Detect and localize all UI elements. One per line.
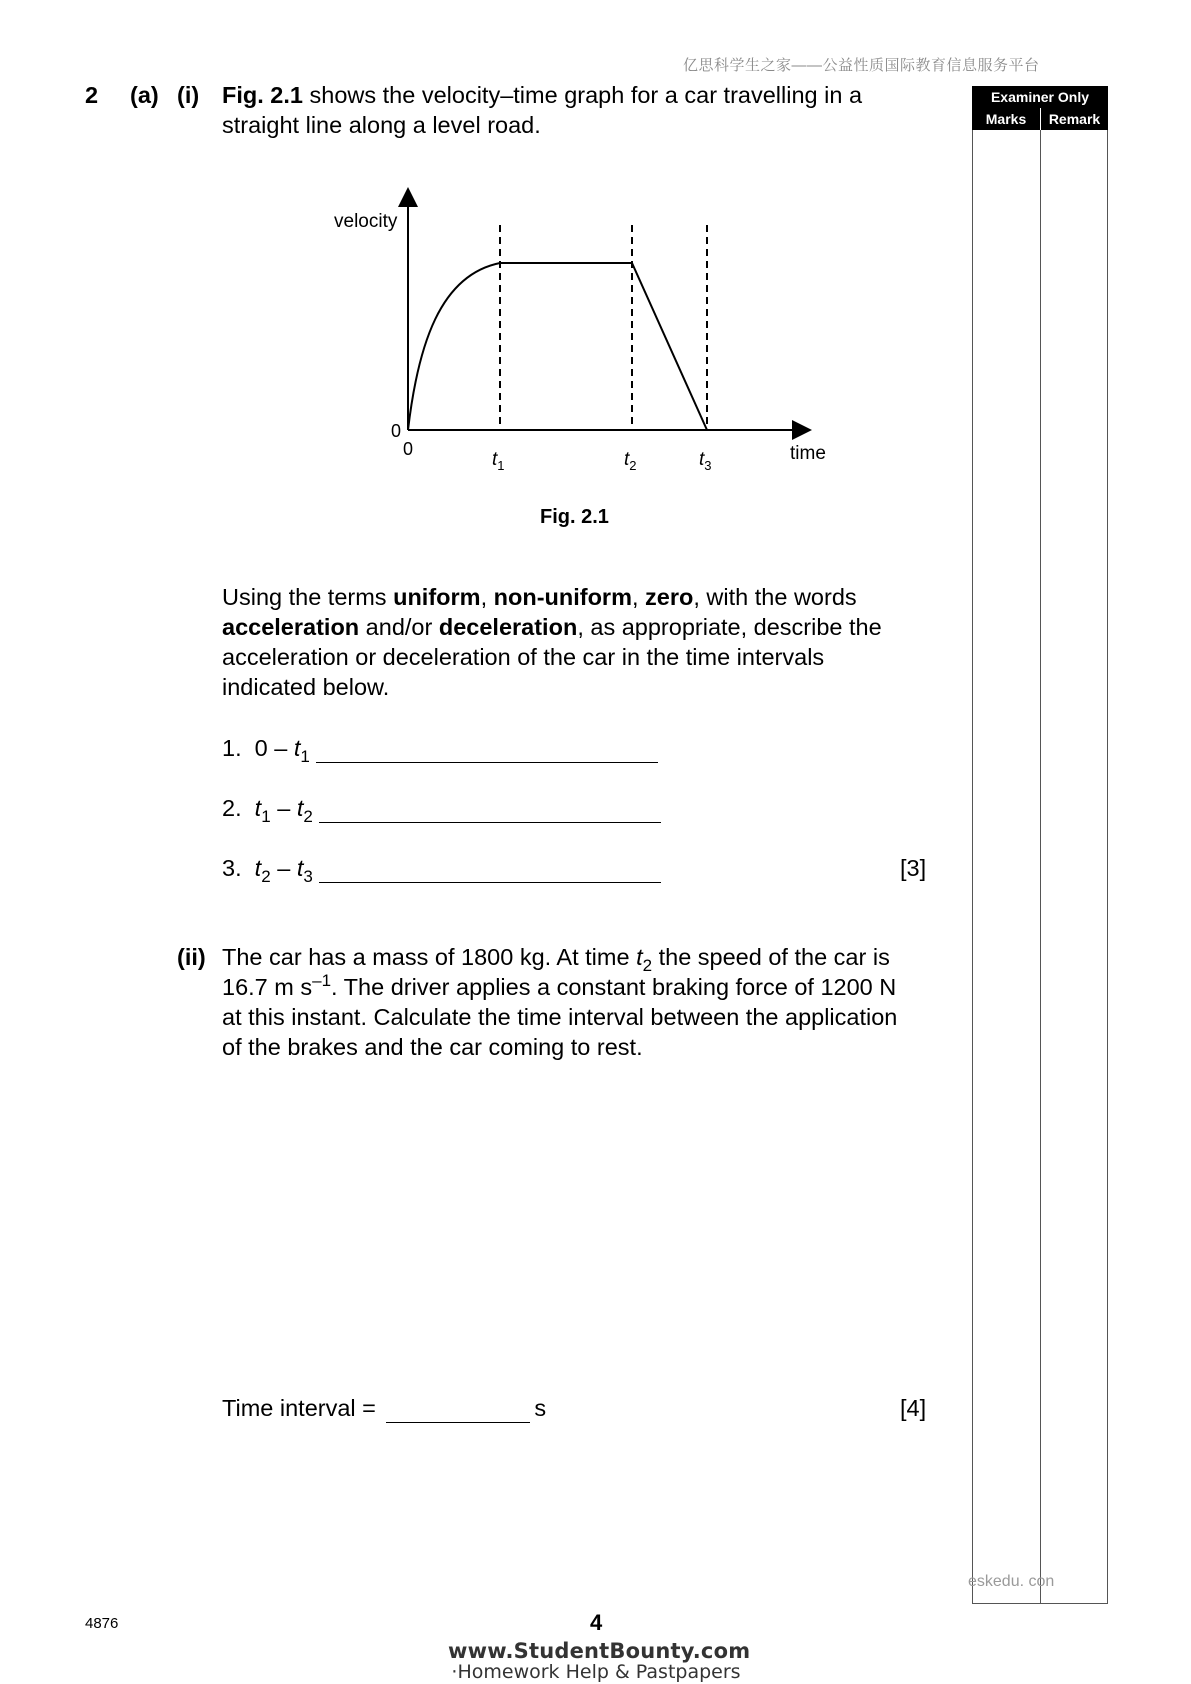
item-1-var: t [293,735,301,761]
intro-text: shows the velocity–time graph for a car travelling in a straight line along a level road. [222,82,863,138]
interval-item-1 [222,733,658,766]
item-2-var-b: t [296,795,304,821]
part-a-label: (a) [130,82,159,108]
item-3-var-b: t [296,855,304,881]
instructions-text-2: , with the words [693,584,857,610]
comma-2: , [631,584,646,610]
examiner-column-divider [1040,130,1041,1604]
part-ii-time-var: t [636,944,643,970]
part-ii-text-2: the speed of the car is 16.7 m s [222,944,890,1000]
item-3-answer-line[interactable] [319,856,661,883]
t2-sub: 2 [629,458,637,473]
segment-t2-t3 [632,263,707,430]
item-2-sub-a: 1 [261,807,271,826]
page-number: 4 [590,1610,603,1635]
t3-sub: 3 [704,458,712,473]
term-zero: zero [645,584,694,610]
t1-tick-label [492,449,505,473]
header-watermark-text: 亿思科学生之家——公益性质国际教育信息服务平台 [683,57,1040,74]
examiner-only-header: Examiner Only [972,86,1108,108]
logo-line-1: www.StudentBounty.com [448,1639,751,1663]
remark-column-header: Remark [1040,108,1108,130]
figure-reference: Fig. 2.1 [222,82,303,108]
instructions-text-4: , as appropriate, describe the acceleration or deceleration of the car in the time intervals indicated below. [222,614,882,700]
item-3-sub-b: 3 [303,867,313,886]
item-3-prefix: 3. [222,855,255,881]
marks-allocation-3: [3] [900,855,927,881]
time-interval-unit: s [534,1395,547,1421]
t1-sub: 1 [497,458,505,473]
term-non-uniform: non-uniform [493,584,632,610]
instructions-paragraph [222,582,912,702]
question-number: 2 [85,82,99,108]
x-axis-label: time [790,443,826,464]
item-3-sub-a: 2 [261,867,271,886]
y-axis-label: velocity [334,211,398,232]
part-ii-text-1: The car has a mass of 1800 kg. At time [222,944,637,970]
item-1-sub: 1 [300,747,310,766]
y-origin-label: 0 [391,421,402,441]
term-deceleration: deceleration [438,614,578,640]
velocity-time-graph [300,185,860,485]
item-2-prefix: 2. [222,795,255,821]
item-2-answer-line[interactable] [319,796,661,823]
time-interval-answer-line[interactable] [386,1396,530,1423]
part-ii-text-3: . The driver applies a constant braking force of 1200 N at this instant. Calculate the time interval between the application of the brakes and the car coming to rest. [222,974,898,1060]
part-i-label: (i) [177,82,200,108]
interval-item-2 [222,793,661,826]
part-ii-question [222,942,922,1062]
item-1-answer-line[interactable] [316,736,658,763]
t1-var: t [492,449,498,470]
paper-code: 4876 [85,1615,119,1632]
t3-tick-label [699,449,712,473]
item-2-sub-b: 2 [303,807,313,826]
marks-column-header: Marks [985,111,1027,127]
item-3-dash: – [270,855,297,881]
logo-line-2: ·Homework Help & Pastpapers [451,1661,741,1683]
instructions-text-1: Using the terms [222,584,394,610]
item-3-var-a: t [254,855,262,881]
site-watermark: eskedu. con [968,1573,1055,1590]
term-acceleration: acceleration [222,614,360,640]
item-2-dash: – [270,795,297,821]
figure-caption: Fig. 2.1 [540,506,609,528]
part-ii-superscript: –1 [312,971,332,990]
interval-item-3 [222,853,661,886]
time-interval-label: Time interval = [222,1395,383,1421]
segment-0-t1 [408,263,500,430]
comma-1: , [480,584,494,610]
term-uniform: uniform [393,584,481,610]
instructions-text-3: and/or [359,614,439,640]
t2-tick-label [624,449,637,473]
item-2-var-a: t [254,795,262,821]
marks-allocation-4: [4] [900,1395,927,1421]
x-origin-label: 0 [403,439,414,459]
studentbounty-logo [448,1639,751,1683]
part-ii-time-sub: 2 [642,956,653,975]
t2-var: t [624,449,630,470]
part-ii-label: (ii) [177,944,206,970]
t3-var: t [699,449,705,470]
item-1-prefix: 1. 0 – [222,735,294,761]
question-intro [222,80,912,140]
time-interval-answer [222,1393,546,1423]
